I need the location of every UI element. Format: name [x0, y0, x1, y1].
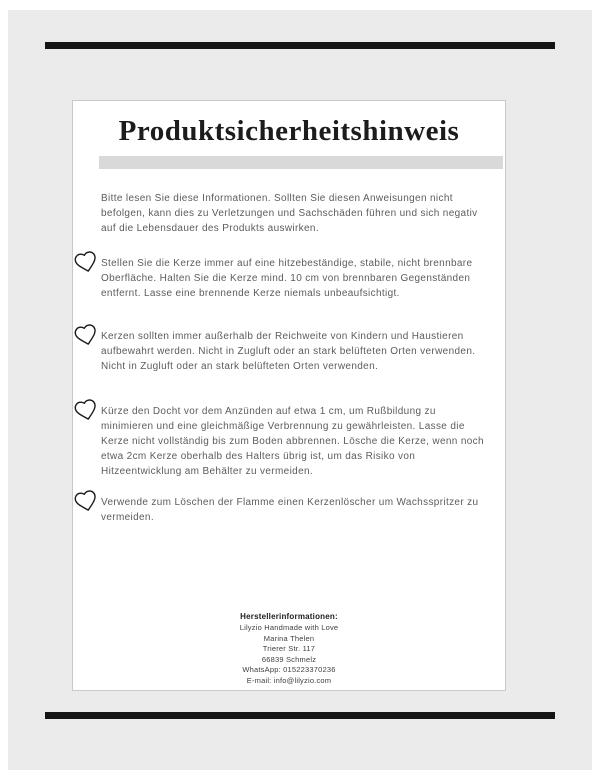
document-body	[73, 191, 505, 525]
bullet-text: Kerzen sollten immer außerhalb der Reichweite von Kindern und Haustieren aufbewahrt werden. Nicht in Zugluft oder an stark belüfteten Orten verwenden. Nicht in Zugluft oder an stark belüfteten Orten verwenden.	[101, 331, 476, 372]
bullet-text: Stellen Sie die Kerze immer auf eine hitzebeständige, stabile, nicht brennbare Oberfläche. Halten Sie die Kerze mind. 10 cm von brennbaren Gegenständen entfernt. Lasse eine brennende Kerze niemals unbeaufsichtigt.	[101, 258, 473, 299]
footer-line-city: 66839 Schmelz	[261, 654, 317, 664]
footer-line-email: E-mail: info@lilyzio.com	[246, 675, 332, 685]
page-title: Produktsicherheitshinweis	[118, 115, 460, 147]
footer-heading: Herstellerinformationen:	[240, 612, 338, 621]
heart-outline-icon	[71, 395, 100, 424]
document-page	[72, 100, 506, 691]
top-rule-bar	[45, 42, 555, 49]
footer-line-brand: Lilyzio Handmade with Love	[239, 623, 339, 632]
bullet-text: Kürze den Docht vor dem Anzünden auf etwa 1 cm, um Rußbildung zu minimieren und eine gleichmäßige Verbrennung zu gewährleisten. Lasse die Kerze nicht vollständig bis zum Boden abbrennen. Lösche die Kerze, wenn noch etwa 2cm Kerze oberhalb des Halters übrig ist, um das Risiko von Hitzeentwicklung am Behälter zu vermeiden.	[101, 406, 484, 477]
safety-bullet-1	[101, 256, 485, 301]
heart-outline-icon	[71, 247, 100, 276]
heart-outline-icon	[71, 320, 100, 349]
footer-line-street: Trierer Str. 117	[262, 644, 316, 653]
footer-line-name: Marina Thelen	[263, 633, 315, 643]
bottom-rule-bar	[45, 712, 555, 719]
footer-line-whatsapp: WhatsApp: 015223370236	[242, 665, 336, 674]
bullet-text: Verwende zum Löschen der Flamme einen Kerzenlöscher um Wachsspritzer zu vermeiden.	[101, 497, 479, 523]
safety-bullet-2	[101, 329, 485, 374]
intro-paragraph: Bitte lesen Sie diese Informationen. Sollten Sie diesen Anweisungen nicht befolgen, kann dies zu Verletzungen und Sachschäden führen und sich negativ auf die Lebensdauer des Produkts auswirken.	[101, 193, 478, 234]
safety-bullet-3	[101, 404, 485, 479]
manufacturer-info	[73, 612, 505, 686]
title-highlight-bar	[99, 156, 503, 169]
heart-outline-icon	[71, 486, 100, 515]
safety-bullet-4	[101, 495, 485, 525]
